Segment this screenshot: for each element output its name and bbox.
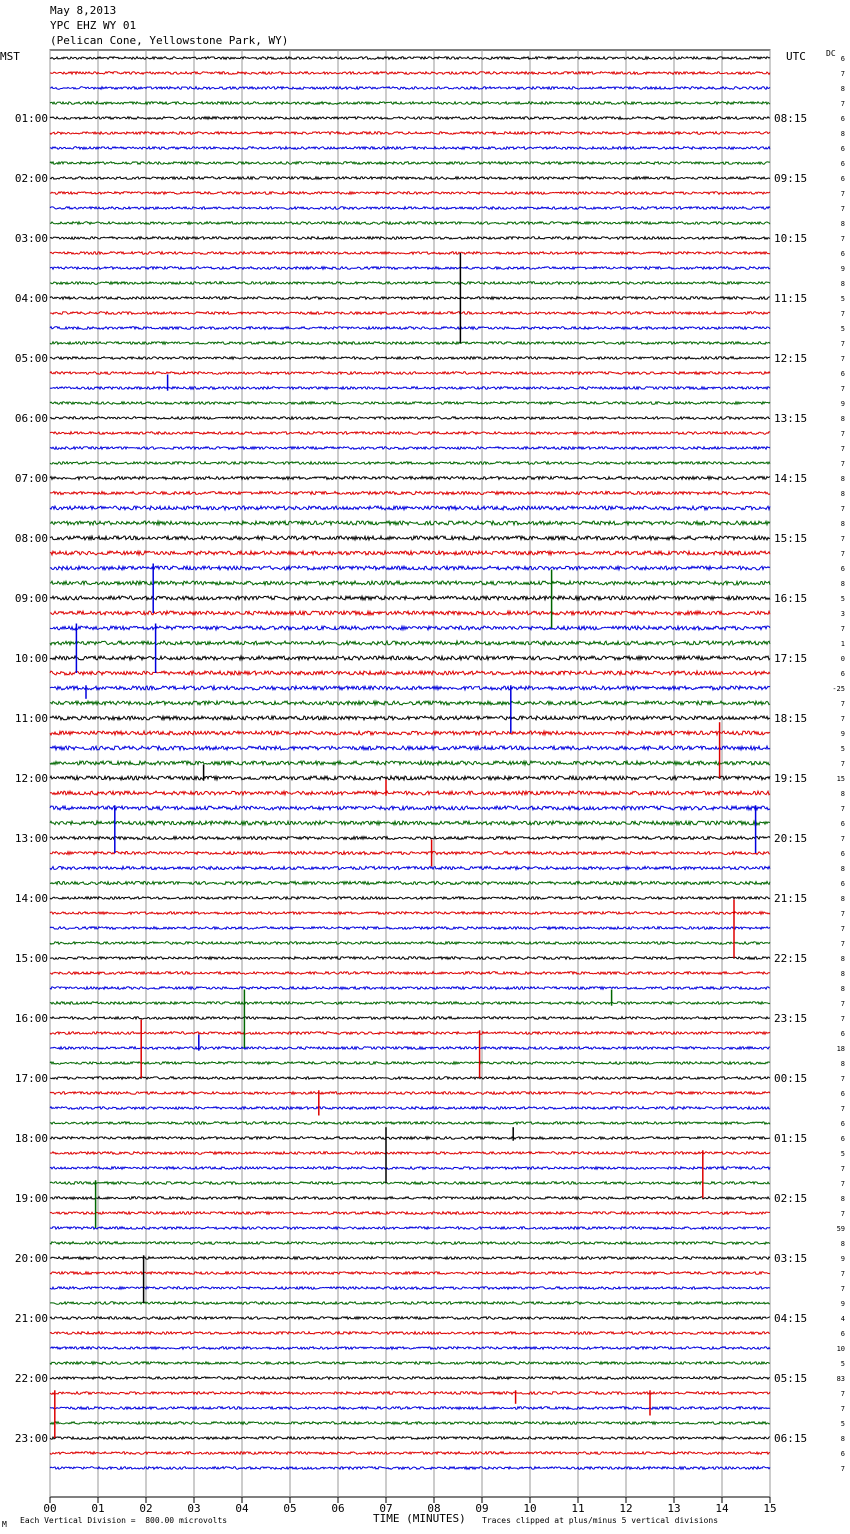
right-hour-label: 05:15 <box>774 1372 808 1385</box>
right-hour-label: 22:15 <box>774 952 808 965</box>
left-hour-label: 17:00 <box>14 1072 48 1085</box>
left-hour-label: 18:00 <box>14 1132 48 1145</box>
dc-offset-label: 6 <box>840 1090 845 1098</box>
right-hour-label: 00:15 <box>774 1072 808 1085</box>
right-hour-label: 09:15 <box>774 172 808 185</box>
left-hour-label: 15:00 <box>14 952 48 965</box>
dc-offset-label: 8 <box>840 895 845 903</box>
x-tick-label: 07 <box>379 1502 393 1515</box>
dc-offset-label: 7 <box>840 910 845 918</box>
trace-row <box>50 1407 770 1410</box>
x-axis-title: TIME (MINUTES) <box>373 1512 466 1525</box>
dc-offset-label: 9 <box>840 265 845 273</box>
dc-offset-label: 7 <box>840 550 845 558</box>
left-hour-label: 11:00 <box>14 712 48 725</box>
trace-row <box>50 957 770 960</box>
dc-offset-label: 9 <box>840 400 845 408</box>
trace-row <box>50 252 770 255</box>
trace-row <box>50 912 770 915</box>
dc-offset-label: 7 <box>840 1285 845 1293</box>
trace-row <box>50 1182 770 1185</box>
dc-offset-label: 7 <box>840 1210 845 1218</box>
trace-row <box>50 162 770 165</box>
dc-offset-label: 6 <box>840 250 845 258</box>
dc-offset-label: 6 <box>840 880 845 888</box>
dc-offset-label: 6 <box>840 1030 845 1038</box>
dc-offset-label: 6 <box>840 145 845 153</box>
dc-offset-label: 7 <box>840 70 845 78</box>
x-tick-label: 05 <box>283 1502 297 1515</box>
trace-row <box>50 476 770 479</box>
right-hour-label: 19:15 <box>774 772 808 785</box>
trace-row <box>50 761 770 765</box>
trace-row <box>50 432 770 435</box>
dc-offset-label: 7 <box>840 760 845 768</box>
trace-row <box>50 656 770 660</box>
trace-row <box>50 881 770 884</box>
trace-row <box>50 927 770 930</box>
dc-offset-label: 6 <box>840 670 845 678</box>
dc-offset-label: 7 <box>840 1105 845 1113</box>
trace-row <box>50 972 770 975</box>
left-hour-label: 07:00 <box>14 472 48 485</box>
right-timezone-label: UTC <box>786 50 806 63</box>
dc-offset-label: 8 <box>840 520 845 528</box>
trace-row <box>50 611 770 615</box>
dc-offset-label: 0 <box>840 655 845 663</box>
dc-offset-label: 6 <box>840 1120 845 1128</box>
dc-offset-label: 7 <box>840 1270 845 1278</box>
trace-row <box>50 1062 770 1065</box>
dc-offset-label: 3 <box>840 610 845 618</box>
trace-row <box>50 1167 770 1170</box>
dc-offset-label: 8 <box>840 985 845 993</box>
left-hour-label: 04:00 <box>14 292 48 305</box>
dc-offset-label: -25 <box>832 685 845 693</box>
dc-offset-label: 8 <box>840 85 845 93</box>
dc-offset-label: 7 <box>840 940 845 948</box>
trace-row <box>50 791 770 795</box>
trace-row <box>50 192 770 195</box>
dc-offset-label: 18 <box>836 1045 845 1053</box>
dc-offset-label: 5 <box>840 595 845 603</box>
dc-offset-label: 10 <box>836 1345 845 1353</box>
right-hour-label: 12:15 <box>774 352 808 365</box>
trace-row <box>50 1392 770 1395</box>
right-hour-label: 14:15 <box>774 472 808 485</box>
dc-offset-label: 7 <box>840 385 845 393</box>
dc-offset-label: 7 <box>840 715 845 723</box>
dc-offset-label: 8 <box>840 1195 845 1203</box>
trace-row <box>50 806 770 810</box>
dc-offset-label: 7 <box>840 925 845 933</box>
left-hour-label: 22:00 <box>14 1372 48 1385</box>
right-hour-label: 03:15 <box>774 1252 808 1265</box>
dc-label: DC <box>826 49 836 58</box>
dc-offset-label: 7 <box>840 1405 845 1413</box>
trace-row <box>50 1017 770 1020</box>
trace-row <box>50 117 770 120</box>
trace-row <box>50 671 770 675</box>
trace-row <box>50 1032 770 1035</box>
x-tick-label: 12 <box>619 1502 633 1515</box>
left-hour-label: 01:00 <box>14 112 48 125</box>
trace-row <box>50 267 770 270</box>
trace-row <box>50 897 770 900</box>
dc-offset-label: 8 <box>840 220 845 228</box>
left-hour-label: 08:00 <box>14 532 48 545</box>
trace-row <box>50 836 770 839</box>
trace-row <box>50 132 770 135</box>
label-layer <box>15 55 845 1515</box>
dc-offset-label: 8 <box>840 580 845 588</box>
x-tick-label: 13 <box>667 1502 681 1515</box>
trace-row <box>50 387 770 390</box>
trace-row <box>50 506 770 510</box>
dc-offset-label: 8 <box>840 955 845 963</box>
corner-mark: M <box>2 1520 7 1529</box>
dc-offset-label: 8 <box>840 865 845 873</box>
trace-row <box>50 1077 770 1080</box>
trace-row <box>50 72 770 75</box>
x-tick-label: 04 <box>235 1502 249 1515</box>
dc-offset-label: 8 <box>840 130 845 138</box>
x-tick-label: 09 <box>475 1502 489 1515</box>
dc-offset-label: 7 <box>840 235 845 243</box>
dc-offset-label: 7 <box>840 535 845 543</box>
trace-row <box>50 327 770 330</box>
left-hour-label: 21:00 <box>14 1312 48 1325</box>
dc-offset-label: 6 <box>840 1330 845 1338</box>
trace-row <box>50 626 770 630</box>
x-tick-label: 00 <box>43 1502 57 1515</box>
left-hour-label: 02:00 <box>14 172 48 185</box>
trace-row <box>50 417 770 420</box>
dc-offset-label: 7 <box>840 805 845 813</box>
trace-row <box>50 746 770 750</box>
dc-offset-label: 7 <box>840 700 845 708</box>
left-hour-label: 03:00 <box>14 232 48 245</box>
right-hour-label: 06:15 <box>774 1432 808 1445</box>
left-hour-label: 10:00 <box>14 652 48 665</box>
dc-offset-label: 15 <box>836 775 845 783</box>
dc-offset-label: 8 <box>840 475 845 483</box>
dc-offset-label: 6 <box>840 370 845 378</box>
trace-row <box>50 1362 770 1365</box>
trace-row <box>50 521 770 525</box>
trace-row <box>50 282 770 285</box>
left-hour-label: 13:00 <box>14 832 48 845</box>
dc-offset-label: 7 <box>840 310 845 318</box>
trace-row <box>50 342 770 345</box>
dc-offset-label: 7 <box>840 1165 845 1173</box>
dc-offset-label: 8 <box>840 1240 845 1248</box>
scale-note: Each Vertical Division = 800.00 microvolts <box>20 1516 228 1525</box>
right-hour-label: 04:15 <box>774 1312 808 1325</box>
dc-offset-label: 7 <box>840 1390 845 1398</box>
right-hour-label: 02:15 <box>774 1192 808 1205</box>
dc-offset-label: 5 <box>840 1420 845 1428</box>
dc-offset-label: 8 <box>840 415 845 423</box>
left-hour-label: 20:00 <box>14 1252 48 1265</box>
header-location: (Pelican Cone, Yellowstone Park, WY) <box>50 34 289 47</box>
trace-row <box>50 87 770 90</box>
dc-offset-label: 7 <box>840 355 845 363</box>
dc-offset-label: 6 <box>840 1135 845 1143</box>
trace-row <box>50 641 770 645</box>
dc-offset-label: 8 <box>840 1435 845 1443</box>
dc-offset-label: 6 <box>840 160 845 168</box>
trace-row <box>50 1302 770 1305</box>
dc-offset-label: 5 <box>840 295 845 303</box>
right-hour-label: 21:15 <box>774 892 808 905</box>
dc-offset-label: 7 <box>840 460 845 468</box>
trace-row <box>50 297 770 300</box>
trace-row <box>50 1347 770 1350</box>
trace-row <box>50 1437 770 1440</box>
trace-row <box>50 402 770 405</box>
x-tick-label: 10 <box>523 1502 537 1515</box>
dc-offset-label: 5 <box>840 1150 845 1158</box>
left-timezone-label: MST <box>0 50 20 63</box>
trace-row <box>50 237 770 240</box>
dc-offset-label: 7 <box>840 340 845 348</box>
dc-offset-label: 7 <box>840 1015 845 1023</box>
dc-offset-label: 7 <box>840 190 845 198</box>
trace-row <box>50 372 770 375</box>
dc-offset-label: 6 <box>840 1450 845 1458</box>
dc-offset-label: 7 <box>840 430 845 438</box>
trace-row <box>50 852 770 855</box>
left-hour-label: 09:00 <box>14 592 48 605</box>
dc-offset-label: 7 <box>840 835 845 843</box>
trace-row <box>50 447 770 450</box>
dc-offset-label: 9 <box>840 1255 845 1263</box>
clip-note: Traces clipped at plus/minus 5 vertical divisions <box>482 1516 719 1525</box>
dc-offset-label: 7 <box>840 1000 845 1008</box>
left-hour-label: 12:00 <box>14 772 48 785</box>
dc-offset-label: 7 <box>840 505 845 513</box>
dc-offset-label: 9 <box>840 730 845 738</box>
dc-offset-label: 7 <box>840 1465 845 1473</box>
right-hour-label: 13:15 <box>774 412 808 425</box>
trace-row <box>50 1152 770 1155</box>
dc-offset-label: 5 <box>840 325 845 333</box>
trace-row <box>50 1212 770 1215</box>
trace-row <box>50 987 770 990</box>
trace-row <box>50 357 770 360</box>
trace-row <box>50 1137 770 1140</box>
trace-row <box>50 551 770 555</box>
trace-row <box>50 462 770 465</box>
left-hour-label: 06:00 <box>14 412 48 425</box>
dc-offset-label: 8 <box>840 970 845 978</box>
dc-offset-label: 7 <box>840 445 845 453</box>
dc-offset-label: 7 <box>840 1180 845 1188</box>
dc-offset-label: 5 <box>840 1360 845 1368</box>
trace-row <box>50 57 770 60</box>
trace-row <box>50 1197 770 1200</box>
right-hour-label: 08:15 <box>774 112 808 125</box>
x-tick-label: 01 <box>91 1502 105 1515</box>
right-hour-label: 11:15 <box>774 292 808 305</box>
trace-row <box>50 701 770 705</box>
left-hour-label: 05:00 <box>14 352 48 365</box>
right-hour-label: 17:15 <box>774 652 808 665</box>
dc-offset-label: 5 <box>840 745 845 753</box>
left-hour-label: 23:00 <box>14 1432 48 1445</box>
trace-row <box>50 536 770 540</box>
trace-row <box>50 1242 770 1245</box>
trace-row <box>50 731 770 735</box>
dc-offset-label: 8 <box>840 1060 845 1068</box>
trace-row <box>50 1467 770 1470</box>
dc-offset-label: 6 <box>840 565 845 573</box>
trace-row <box>50 1452 770 1455</box>
trace-row <box>50 1287 770 1290</box>
header-date: May 8,2013 <box>50 4 117 17</box>
dc-offset-label: 6 <box>840 175 845 183</box>
dc-offset-label: 9 <box>840 1300 845 1308</box>
right-hour-label: 23:15 <box>774 1012 808 1025</box>
trace-row <box>50 1317 770 1320</box>
right-hour-label: 16:15 <box>774 592 808 605</box>
x-tick-label: 08 <box>427 1502 441 1515</box>
dc-offset-label: 59 <box>836 1225 845 1233</box>
trace-row <box>50 177 770 180</box>
dc-offset-label: 6 <box>840 115 845 123</box>
dc-offset-label: 4 <box>840 1315 845 1323</box>
x-tick-label: 02 <box>139 1502 153 1515</box>
x-tick-label: 15 <box>763 1502 777 1515</box>
dc-offset-label: 83 <box>836 1375 845 1383</box>
trace-row <box>50 866 770 869</box>
dc-offset-label: 6 <box>840 850 845 858</box>
left-hour-label: 16:00 <box>14 1012 48 1025</box>
trace-row <box>50 1122 770 1125</box>
dc-offset-label: 7 <box>840 625 845 633</box>
trace-layer <box>50 57 770 1470</box>
dc-offset-label: 8 <box>840 790 845 798</box>
trace-row <box>50 686 770 690</box>
x-tick-label: 14 <box>715 1502 729 1515</box>
trace-row <box>50 942 770 945</box>
right-hour-label: 15:15 <box>774 532 808 545</box>
trace-row <box>50 1257 770 1260</box>
right-hour-label: 10:15 <box>774 232 808 245</box>
trace-row <box>50 821 770 825</box>
left-hour-label: 14:00 <box>14 892 48 905</box>
trace-row <box>50 491 770 494</box>
trace-row <box>50 1047 770 1050</box>
trace-row <box>50 147 770 150</box>
dc-offset-label: 1 <box>840 640 845 648</box>
trace-row <box>50 1107 770 1110</box>
x-tick-label: 06 <box>331 1502 345 1515</box>
x-tick-label: 11 <box>571 1502 585 1515</box>
dc-offset-label: 7 <box>840 1075 845 1083</box>
x-tick-label: 03 <box>187 1502 201 1515</box>
dc-offset-label: 6 <box>840 820 845 828</box>
right-hour-label: 01:15 <box>774 1132 808 1145</box>
trace-row <box>50 1092 770 1095</box>
trace-row <box>50 1002 770 1005</box>
dc-offset-label: 8 <box>840 280 845 288</box>
trace-row <box>50 1272 770 1275</box>
trace-row <box>50 596 770 600</box>
trace-row <box>50 1422 770 1425</box>
left-hour-label: 19:00 <box>14 1192 48 1205</box>
right-hour-label: 18:15 <box>774 712 808 725</box>
trace-row <box>50 102 770 105</box>
header-station: YPC EHZ WY 01 <box>50 19 137 32</box>
trace-row <box>50 312 770 315</box>
trace-row <box>50 581 770 585</box>
dc-offset-label: 7 <box>840 100 845 108</box>
trace-row <box>50 1332 770 1335</box>
dc-offset-label: 6 <box>840 55 845 63</box>
trace-row <box>50 566 770 570</box>
trace-row <box>50 776 770 780</box>
trace-row <box>50 1227 770 1230</box>
trace-row <box>50 222 770 225</box>
trace-row <box>50 716 770 720</box>
dc-offset-label: 7 <box>840 205 845 213</box>
trace-row <box>50 207 770 210</box>
dc-offset-label: 8 <box>840 490 845 498</box>
right-hour-label: 20:15 <box>774 832 808 845</box>
event-layer <box>55 253 756 1438</box>
trace-row <box>50 1377 770 1380</box>
